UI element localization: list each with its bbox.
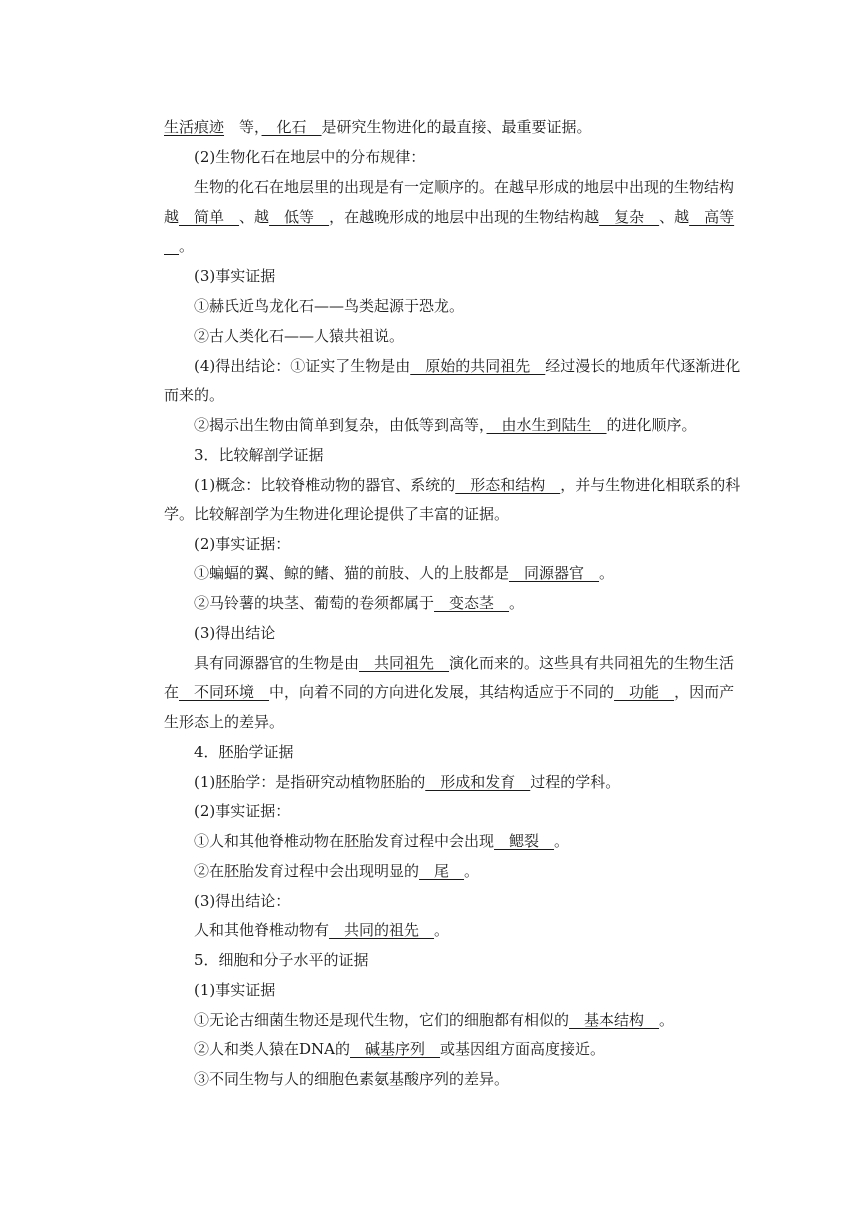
text-line (194, 593, 524, 613)
text-line (194, 653, 734, 673)
text-segment: (4)得出结论：①证实了生物是由 (194, 357, 411, 375)
text-segment: 的进化顺序。 (606, 416, 697, 434)
text-segment: (1)概念：比较脊椎动物的器官、系统的 (194, 476, 456, 494)
text-line (194, 296, 464, 316)
answer-blank: 功能 (614, 683, 675, 701)
text-line (164, 712, 284, 732)
text-segment: 生形态上的差异。 (164, 713, 285, 731)
text-segment: 越 (164, 208, 180, 226)
text-line (194, 920, 449, 940)
text-segment: ①无论古细菌生物还是现代生物，它们的细胞都有相似的 (194, 1011, 570, 1029)
text-segment: 。 (434, 921, 450, 939)
text-line (194, 831, 569, 851)
answer-blank: 原始的共同祖先 (410, 357, 546, 375)
text-segment: 或基因组方面高度接近。 (440, 1040, 606, 1058)
text-line (164, 682, 734, 702)
text-segment: 演化而来的。这些具有共同祖先的生物生活 (449, 654, 735, 672)
section-heading: 5．细胞和分子水平的证据 (194, 951, 369, 969)
text-segment: 。 (509, 594, 525, 612)
answer-blank (164, 237, 179, 255)
text-line (194, 1010, 674, 1030)
text-segment: 而来的。 (164, 386, 225, 404)
text-line (194, 563, 614, 583)
answer-blank: 高等 (689, 208, 735, 226)
text-segment: 生物的化石在地层里的出现是有一定顺序的。在越早形成的地层中出现的生物结构 (194, 178, 735, 196)
text-segment: 经过漫长的地质年代逐渐进化 (545, 357, 741, 375)
text-segment: 学。比较解剖学为生物进化理论提供了丰富的证据。 (164, 505, 510, 523)
text-segment: 具有同源器官的生物是由 (194, 654, 360, 672)
text-line (194, 475, 740, 495)
subheading: (2)生物化石在地层中的分布规律： (194, 148, 426, 166)
text-line (194, 326, 404, 346)
text-line (194, 177, 734, 197)
answer-blank: 变态茎 (434, 594, 510, 612)
text-line (194, 861, 479, 881)
text-segment: ，因而产 (674, 683, 735, 701)
answer-blank: 共同的祖先 (329, 921, 435, 939)
text-line (194, 415, 697, 435)
text-segment: ③不同生物与人的细胞色素氨基酸序列的差异。 (194, 1070, 510, 1088)
text-segment: ②在胚胎发育过程中会出现明显的 (194, 862, 420, 880)
section-heading: 4．胚胎学证据 (194, 743, 294, 761)
text-line (194, 891, 290, 911)
text-segment: 中，向着不同的方向进化发展，其结构适应于不同的 (269, 683, 615, 701)
text-line (194, 266, 275, 286)
text-line (194, 623, 275, 643)
text-segment: ，在越晚形成的地层中出现的生物结构越 (329, 208, 600, 226)
text-line (194, 801, 290, 821)
text-line (164, 207, 734, 227)
text-segment: 是研究生物进化的最直接、最重要证据。 (321, 118, 592, 136)
answer-blank: 由水生到陆生 (486, 416, 607, 434)
text-segment: ②古人类化石——人猿共祖说。 (194, 327, 405, 345)
text-line (164, 385, 224, 405)
answer-blank: 形态和结构 (455, 476, 561, 494)
text-line (164, 504, 509, 524)
text-line (194, 950, 369, 970)
text-segment: 等， (224, 118, 262, 136)
text-line (164, 236, 194, 256)
text-segment: 、越 (659, 208, 690, 226)
text-line (194, 147, 425, 167)
subheading: (3)得出结论 (194, 624, 276, 642)
text-line (194, 1069, 509, 1089)
text-segment: 过程的学科。 (530, 773, 621, 791)
answer-blank: 复杂 (599, 208, 660, 226)
text-line (194, 772, 620, 792)
subheading: (1)事实证据 (194, 981, 276, 999)
text-segment: 。 (599, 564, 615, 582)
text-line (194, 742, 294, 762)
text-segment: ①赫氏近鸟龙化石——鸟类起源于恐龙。 (194, 297, 465, 315)
text-segment: 。 (464, 862, 480, 880)
answer-blank: 化石 (261, 118, 322, 136)
answer-blank: 生活痕迹 (164, 118, 225, 136)
text-segment: 。 (659, 1011, 675, 1029)
answer-blank: 基本结构 (569, 1011, 660, 1029)
text-line (194, 534, 290, 554)
text-line (194, 356, 740, 376)
text-segment: 、越 (239, 208, 270, 226)
text-line (194, 1039, 605, 1059)
text-segment: 在 (164, 683, 180, 701)
text-segment: 人和其他脊椎动物有 (194, 921, 330, 939)
section-heading: 3．比较解剖学证据 (194, 446, 324, 464)
text-segment: ②揭示出生物由简单到复杂，由低等到高等， (194, 416, 487, 434)
text-segment: 。 (179, 237, 195, 255)
subheading: (2)事实证据： (194, 802, 291, 820)
answer-blank: 低等 (269, 208, 330, 226)
text-segment: ，并与生物进化相联系的科 (560, 476, 741, 494)
text-segment: ②人和类人猿在DNA的 (194, 1040, 350, 1058)
text-segment: 。 (554, 832, 570, 850)
text-segment: (1)胚胎学：是指研究动植物胚胎的 (194, 773, 426, 791)
text-segment: ①人和其他脊椎动物在胚胎发育过程中会出现 (194, 832, 495, 850)
answer-blank: 尾 (419, 862, 465, 880)
text-segment: ①蝙蝠的翼、鲸的鳍、猫的前肢、人的上肢都是 (194, 564, 510, 582)
text-segment: ②马铃薯的块茎、葡萄的卷须都属于 (194, 594, 435, 612)
answer-blank: 鳃裂 (494, 832, 555, 850)
subheading: (3)事实证据 (194, 267, 276, 285)
answer-blank: 简单 (179, 208, 240, 226)
answer-blank: 共同祖先 (359, 654, 450, 672)
text-line (194, 980, 275, 1000)
subheading: (3)得出结论： (194, 892, 291, 910)
answer-blank: 不同环境 (179, 683, 270, 701)
answer-blank: 碱基序列 (350, 1040, 441, 1058)
answer-blank: 形成和发育 (425, 773, 531, 791)
text-line (164, 117, 592, 137)
text-line (194, 445, 324, 465)
subheading: (2)事实证据： (194, 535, 291, 553)
answer-blank: 同源器官 (509, 564, 600, 582)
